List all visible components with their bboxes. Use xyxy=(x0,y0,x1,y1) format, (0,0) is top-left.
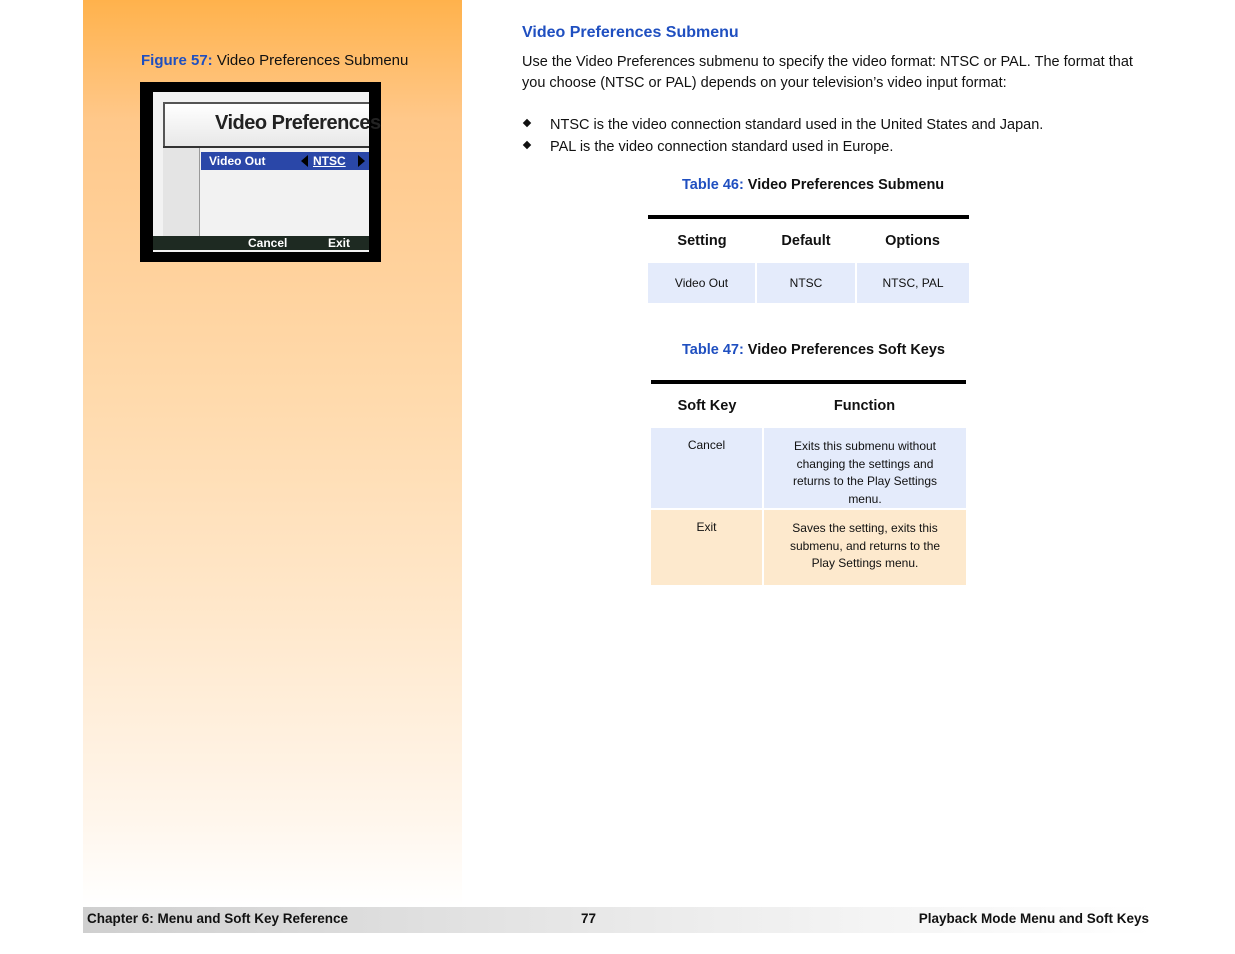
camera-screen-figure xyxy=(140,82,381,262)
footer-chapter: Chapter 6: Menu and Soft Key Reference xyxy=(87,911,349,926)
table-cell: NTSC, PAL xyxy=(856,263,969,303)
figure-title: Video Preferences Submenu xyxy=(212,52,409,69)
figure-caption xyxy=(141,52,408,69)
table46-label: Table 46: xyxy=(682,177,744,193)
screen-menu-row-video-out xyxy=(201,152,369,170)
footer-page-number: 77 xyxy=(581,911,597,926)
table-cell: Cancel xyxy=(651,428,763,509)
screen-title-bar xyxy=(163,102,381,146)
section-heading: Video Preferences Submenu xyxy=(522,24,739,41)
figure-label: Figure 57: xyxy=(141,52,213,69)
screen-softkey-exit: Exit xyxy=(328,236,351,250)
bullet-list xyxy=(522,114,1152,158)
table-cell: Saves the setting, exits this submenu, and returns to the Play Settings menu. xyxy=(763,509,966,585)
table-row xyxy=(648,263,969,303)
table-header-row xyxy=(651,382,966,428)
screen-left-column xyxy=(163,148,200,240)
screen-row-label: Video Out xyxy=(209,154,266,168)
table46-title: Video Preferences Submenu xyxy=(743,177,945,193)
camera-screen-display xyxy=(153,92,381,252)
list-item-text: NTSC is the video connection standard used in the United States and Japan. xyxy=(550,117,1044,133)
list-item xyxy=(522,114,1152,136)
screen-softkey-cancel: Cancel xyxy=(248,236,288,250)
table-cell: Exit xyxy=(651,509,763,585)
list-item-text: PAL is the video connection standard used in Europe. xyxy=(550,139,894,155)
video-preferences-table xyxy=(648,215,969,303)
table-cell: NTSC xyxy=(756,263,856,303)
table-row xyxy=(651,428,966,509)
intro-paragraph: Use the Video Preferences submenu to specify the video format: NTSC or PAL. The format that you choose (NTSC or PAL) depends on your television’s video input format: xyxy=(522,54,1133,91)
arrow-left-icon xyxy=(301,155,308,167)
column-header: Setting xyxy=(648,217,756,263)
table-row xyxy=(651,509,966,585)
column-header: Options xyxy=(856,217,969,263)
column-header: Soft Key xyxy=(651,382,763,428)
bullet-diamond-icon xyxy=(523,119,531,127)
table-header-row xyxy=(648,217,969,263)
soft-keys-table xyxy=(651,380,966,585)
screen-title: Video Preferences xyxy=(215,112,381,134)
column-header: Default xyxy=(756,217,856,263)
screen-softkey-bar xyxy=(153,236,369,250)
arrow-right-icon xyxy=(358,155,365,167)
table46-caption xyxy=(682,177,944,193)
table47-label: Table 47: xyxy=(682,342,744,358)
bullet-diamond-icon xyxy=(523,141,531,149)
column-header: Function xyxy=(763,382,966,428)
table-cell: Video Out xyxy=(648,263,756,303)
footer-section: Playback Mode Menu and Soft Keys xyxy=(918,911,1149,926)
screen-row-value: NTSC xyxy=(313,154,346,168)
table47-caption xyxy=(682,342,945,358)
page-footer xyxy=(83,907,1153,933)
table47-title: Video Preferences Soft Keys xyxy=(743,342,945,358)
table-cell: Exits this submenu without changing the settings and returns to the Play Settings menu. xyxy=(763,428,966,509)
list-item xyxy=(522,136,1152,158)
